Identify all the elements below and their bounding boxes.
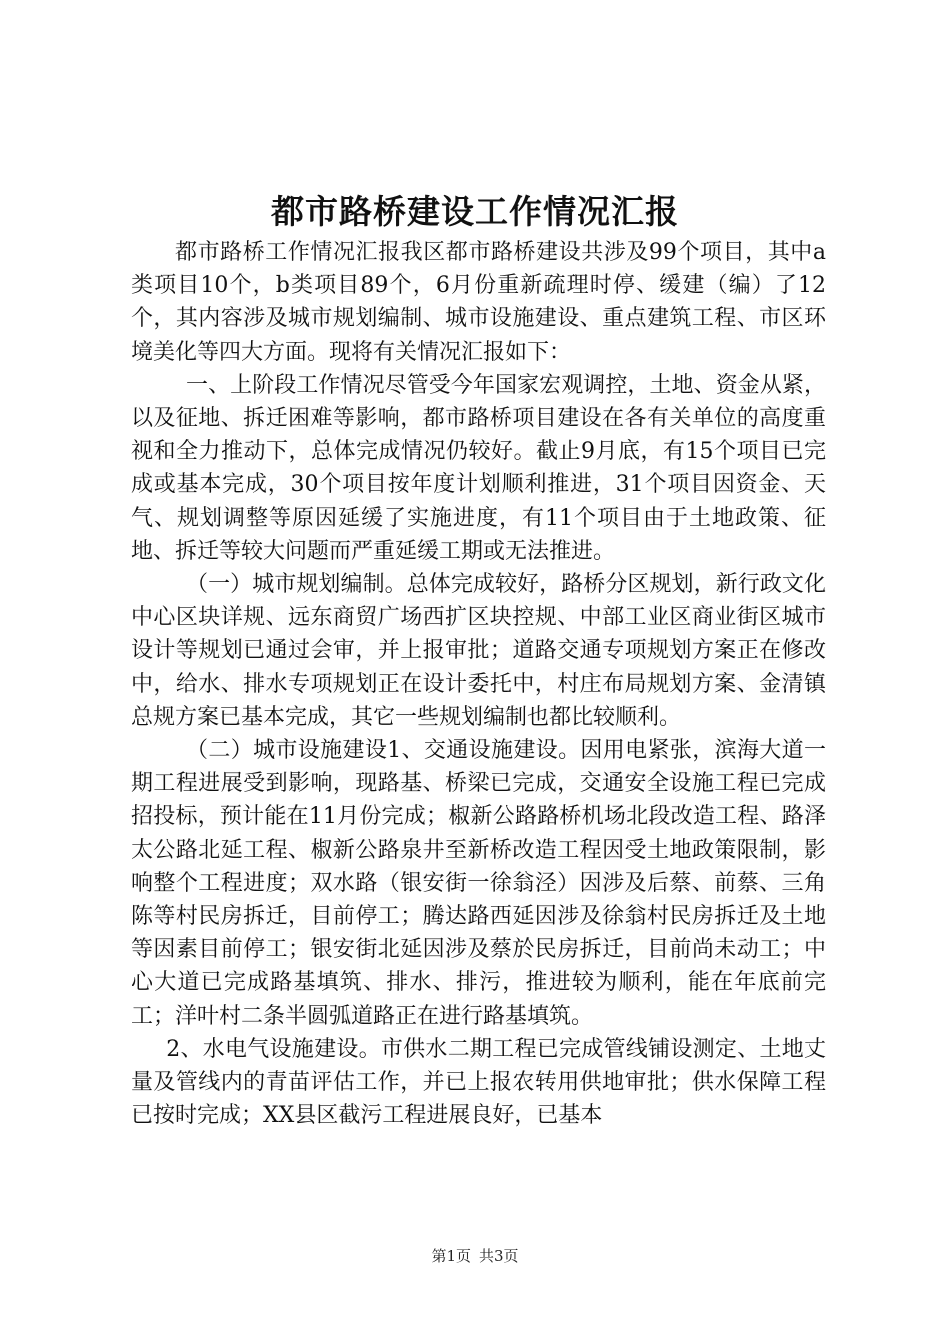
paragraph-planning: （一）城市规划编制。总体完成较好，路桥分区规划，新行政文化中心区块详规、远东商贸广场西扩区块控规、中部工业区商业街区城市设计等规划已通过会审，并上报审批；道路交通专项规划方案正在修改中，给水、排水专项规划正在设计委托中，村庄布局规划方案、金清镇总规方案已基本完成，其它一些规划编制也都比较顺利。 [131, 572, 826, 730]
document-body [131, 236, 826, 1132]
paragraph-intro: 都市路桥工作情况汇报我区都市路桥建设共涉及99个项目，其中a类项目10个，b类项目89个，6月份重新疏理时停、缓建（编）了12个，其内容涉及城市规划编制、城市设施建设、重点建筑工程、市区环境美化等四大方面。现将有关情况汇报如下： [131, 240, 826, 365]
page-total: 共3页 [479, 1247, 519, 1265]
page-number: 第1页 [431, 1247, 471, 1265]
paragraph-utilities: 2、水电气设施建设。市供水二期工程已完成管线铺设测定、土地丈量及管线内的青苗评估工作，并已上报农转用供地审批；供水保障工程已按时完成；XX县区截污工程进展良好，已基本 [131, 1036, 826, 1129]
document-title: 都市路桥建设工作情况汇报 [271, 192, 679, 231]
page-footer [0, 1245, 950, 1266]
paragraph-facilities: （二）城市设施建设1、交通设施建设。因用电紧张，滨海大道一期工程进展受到影响，现路基、桥梁已完成，交通安全设施工程已完成招投标，预计能在11月份完成；椒新公路路桥机场北段改造工程、路泽太公路北延工程、椒新公路泉井至新桥改造工程因受土地政策限制，影响整个工程进度；双水路（银安街一徐翁泾）因涉及后蔡、前蔡、三角陈等村民房拆迁，目前停工；腾达路西延因涉及徐翁村民房拆迁及土地等因素目前停工；银安街北延因涉及蔡於民房拆迁，目前尚未动工；中心大道已完成路基填筑、排水、排污，推进较为顺利，能在年底前完工；洋叶村二条半圆弧道路正在进行路基填筑。 [131, 738, 826, 1029]
paragraph-section-1: 一、上阶段工作情况尽管受今年国家宏观调控，土地、资金从紧，以及征地、拆迁困难等影响，都市路桥项目建设在各有关单位的高度重视和全力推动下，总体完成情况仍较好。截止9月底，有15个项目已完成或基本完成，30个项目按年度计划顺利推进，31个项目因资金、天气、规划调整等原因延缓了实施进度，有11个项目由于土地政策、征地、拆迁等较大问题而严重延缓工期或无法推进。 [131, 372, 826, 564]
